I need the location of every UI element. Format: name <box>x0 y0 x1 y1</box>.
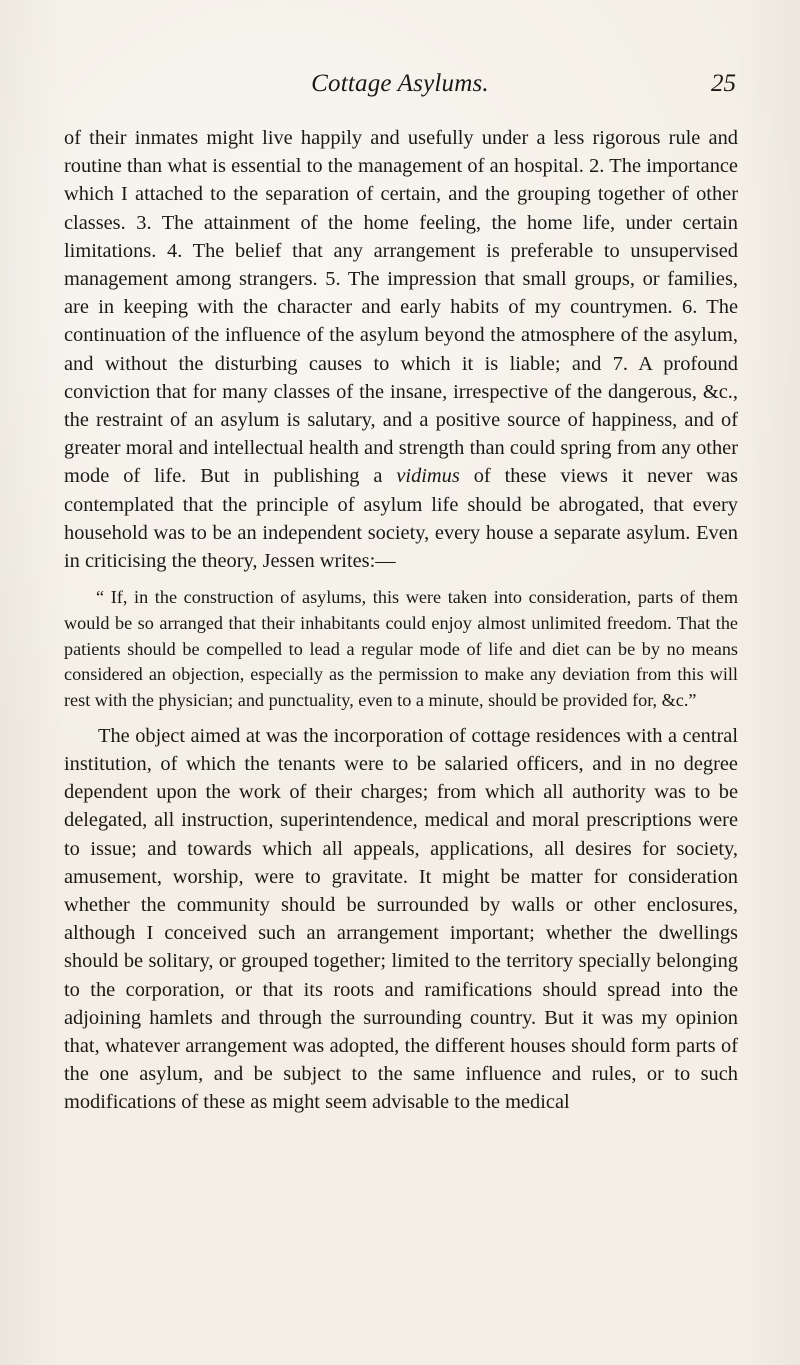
continued-paragraph-end: of these views it never was contemplated that the principle of asylum life should be abrogated, that every household was to be an independent society, every house a separate asylum. Even in criticising the theory, Jessen writes:— <box>64 465 738 573</box>
page-body <box>64 124 738 1117</box>
running-title: Cottage Asylums. <box>311 70 489 97</box>
jessen-quotation: “ If, in the construction of asylums, this were taken into consideration, parts of them would be so arranged that their inhabitants could enjoy almost unlimited freedom. That the patients should be compelled to lead a regular mode of life and diet can be by no means considered an objection, especially as the permission to make any deviation from this will rest with the physician; and punctuality, even to a minute, should be provided for, &c.” <box>64 587 738 711</box>
continued-paragraph-start: of their inmates might live happily and usefully under a less rigorous rule and routine than what is essential to the management of an hospital. 2. The importance which I attached to the separation of certain, and the grouping together of other classes. 3. The attainment of the home feeling, the home life, under certain limitations. 4. The belief that any arrangement is preferable to unsupervised management among strangers. 5. The impression that small groups, or families, are in keeping with the character and early habits of my countrymen. 6. The continuation of the influence of the asylum beyond the atmosphere of the asylum, and without the disturbing causes to which it is liable; and 7. A profound conviction that for many classes of the insane, irrespective of the dangerous, &c., the restraint of an asylum is salutary, and a positive source of happiness, and of greater moral and intellectual health and strength than could spring from any other mode of life. But in publishing a <box>64 127 738 488</box>
italic-word-vidimus: vidimus <box>396 465 460 488</box>
object-aimed-paragraph: The object aimed at was the incorporation of cottage residences with a central institution, of which the tenants were to be salaried officers, and in no degree dependent upon the work of their charges; from which all authority was to be delegated, all instruction, superintendence, medical and moral prescriptions were to issue; and towards which all appeals, applications, all desires for society, amusement, worship, were to gravitate. It might be matter for consideration whether the community should be surrounded by walls or other enclosures, although I conceived such an arrangement important; whether the dwellings should be solitary, or grouped together; limited to the territory specially belonging to the corporation, or that its roots and ramifications should spread into the adjoining hamlets and through the surrounding country. But it was my opinion that, whatever arrangement was adopted, the different houses should form parts of the one asylum, and be subject to the same influence and rules, or to such modifications of these as might seem advisable to the medical <box>64 724 738 1114</box>
page-number: 25 <box>711 70 736 97</box>
page-header <box>0 70 800 110</box>
continued-paragraph <box>64 124 738 575</box>
